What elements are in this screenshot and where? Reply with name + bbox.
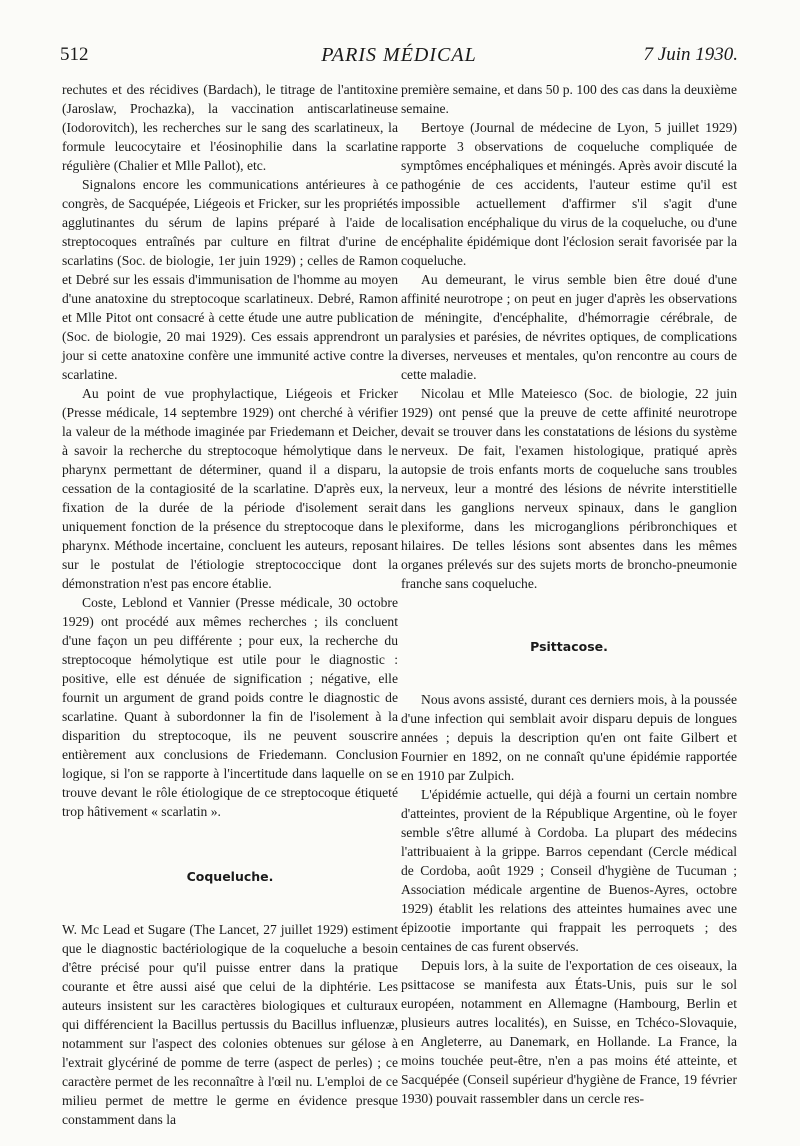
paragraph: première semaine, et dans 50 p. 100 des cas dans la deuxième semaine.: [401, 82, 737, 116]
paragraph: Coste, Leblond et Vannier (Presse médicale, 30 octobre 1929) ont procédé aux mêmes recherches ; ils concluent d'une façon un peu différente ; pour eux, la recherche du streptocoque hémolytique est utile pour le diagnostic : positive, elle est dénuée de signification ; négative, elle fournit un argument de grand poids contre le diagnostic de scarlatine. Quant à subordonner la fin de l'isolement à la disparition du streptocoque, ils ne peuvent souscrire entièrement aux conclusions de Friedemann. Conclusion logique, si l'on se rapporte à l'incertitude dans laquelle on se trouve devant le rôle étiologique de ce streptocoque étiqueté trop hâtivement « scarlatin ».: [62, 595, 398, 819]
paragraph: rechutes et des récidives (Bardach), le titrage de l'antitoxine (Jaroslaw, Prochazka), la vaccination antiscarlatineuse (Iodorovitch), les recherches sur le sang des scarlatineux, la formule leucocytaire et l'éosinophilie dans la scarlatine régulière (Chalier et Mlle Pallot), etc.: [62, 82, 398, 173]
right-column: [401, 80, 737, 1108]
paragraph: Nous avons assisté, durant ces derniers mois, à la poussée d'une infection qui semblait avoir disparu depuis de longues années ; depuis la description qu'en ont faite Gilbert et Fournier en 1892, on ne connaît qu'une épidémie rapportée en 1910 par Zulpich.: [401, 692, 737, 783]
section-heading-psittacose: Psittacose.: [530, 639, 608, 654]
paragraph: Au demeurant, le virus semble bien être doué d'une affinité neurotrope ; on peut en juger d'après les observations de méningite, d'encéphalite, d'hémorragie cérébrale, de paralysies et parésies, de névrites optiques, de complications diverses, nerveuses et mentales, qu'on rencontre au cours de cette maladie.: [401, 272, 737, 382]
issue-date: 7 Juin 1930.: [643, 44, 738, 65]
paragraph: Signalons encore les communications antérieures à ce congrès, de Sacquépée, Liégeois et Fricker, sur les propriétés agglutinantes du sérum de lapins préparé à l'aide de streptocoques entraînés par culture en filtrat d'urine de scarlatins (Soc. de biologie, 1er juin 1929) ; celles de Ramon et Debré sur les essais d'immunisation de l'homme au moyen d'une anatoxine du streptocoque scarlatineux. Debré, Ramon et Mlle Pitot ont consacré à cette étude une autre publication (Soc. de biologie, 20 mai 1929). Ces essais apprendront un jour si cette anatoxine confère une immunité active contre la scarlatine.: [62, 177, 398, 382]
paragraph: Nicolau et Mlle Mateiesco (Soc. de biologie, 22 juin 1929) ont pensé que la preuve de cette affinité neurotrope devait se trouver dans les constatations de lésions du système nerveux. De fait, l'examen histologique, pratiqué après autopsie de trois enfants morts de coqueluche sans troubles nerveux, leur a montré des lésions de névrite interstitielle dans les ganglions nerveux spinaux, dans le ganglion plexiforme, dans les microganglions péribronchiques et hilaires. De telles lésions sont absentes dans les mêmes organes prélevés sur des sujets morts de broncho-pneumonie franche sans coqueluche.: [401, 386, 737, 591]
paragraph: Bertoye (Journal de médecine de Lyon, 5 juillet 1929) rapporte 3 observations de coqueluche compliquée de symptômes encéphaliques et méningés. Après avoir discuté la pathogénie de ces accidents, l'auteur estime qu'il est impossible actuellement d'affirmer s'il s'agit d'une localisation encéphalique du virus de la coqueluche, ou d'une encéphalite épidémique dont l'éclosion serait favorisée par la coqueluche.: [401, 120, 737, 268]
page-header: [60, 44, 738, 74]
paragraph: W. Mc Lead et Sugare (The Lancet, 27 juillet 1929) estiment que le diagnostic bactériologique de la coqueluche a besoin d'être précisé pour qu'il puisse entrer dans la pratique courante et être aussi aisé que celui de la diphtérie. Les auteurs insistent sur les caractères biologiques et culturaux qui différencient la Bacillus pertussis du Bacillus influenzæ, notamment sur l'aspect des colonies obtenues sur gélose à l'extrait glycériné de pomme de terre (aspect de perles) ; ce caractère permet de les reconnaître à l'œil nu. L'emploi de ce milieu permet de mettre le germe en évidence presque constamment dans la: [62, 922, 398, 1127]
paragraph: Au point de vue prophylactique, Liégeois et Fricker (Presse médicale, 14 septembre 1929) ont cherché à vérifier la valeur de la méthode imaginée par Friedemann et Deicher, à savoir la recherche du streptocoque hémolytique dans le pharynx permettant de déterminer, quand il a disparu, la cessation de la contagiosité de la scarlatine. D'après eux, la fixation de la durée de la période d'isolement serait uniquement fonction de la présence du streptocoque dans le pharynx. Méthode incertaine, concluent les auteurs, reposant sur le postulat de l'étiologie streptococcique dont la démonstration n'est pas encore établie.: [62, 386, 398, 591]
journal-title: PARIS MÉDICAL: [321, 44, 477, 66]
section-heading-coqueluche: Coqueluche.: [186, 869, 274, 884]
left-column: [62, 80, 398, 1129]
page-number: 512: [60, 44, 89, 65]
paragraph: L'épidémie actuelle, qui déjà a fourni un certain nombre d'atteintes, provient de la République Argentine, où le foyer semble s'être allumé à Cordoba. La plupart des médecins l'attribuaient à la grippe. Barros cependant (Cercle médical de Cordoba, août 1929 ; Conseil d'hygiène de Tucuman ; Association médicale argentine de Buenos-Ayres, octobre 1929) établit les relations des atteintes humaines avec une épizootie importante qui frappait les perroquets ; des centaines de cas furent observés.: [401, 787, 737, 954]
paragraph: Depuis lors, à la suite de l'exportation de ces oiseaux, la psittacose se manifesta aux États-Unis, puis sur le sol européen, notamment en Allemagne (Hambourg, Berlin et plusieurs autres localités), en Suisse, en Tchéco-Slovaquie, en Angleterre, au Danemark, en Hollande. La France, la moins touchée peut-être, n'en a pas moins été atteinte, et Sacquépée (Conseil supérieur d'hygiène de France, 19 février 1930) pouvait rassembler dans un cercle res-: [401, 958, 737, 1106]
